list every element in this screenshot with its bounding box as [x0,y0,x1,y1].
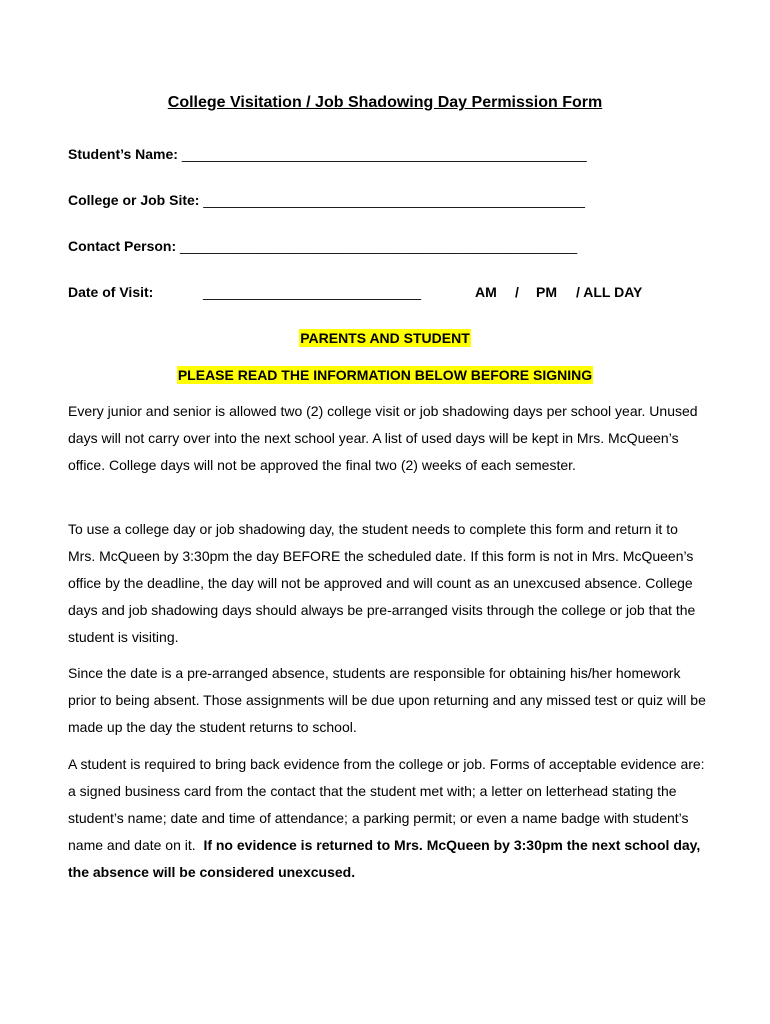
student-name-line[interactable]: ____________________________________________________ [181,146,587,162]
parents-banner-text: PARENTS AND STUDENT [300,330,470,346]
site-line[interactable]: _________________________________________________ [203,192,585,208]
date-of-visit-label: Date of Visit: [68,284,154,300]
paragraph-homework: Since the date is a pre-arranged absence, students are responsible for obtaining his/her homework prior to being absent. Those assignments will be due upon returning and any missed test or quiz will be made up the day the student returns to school. [68,665,706,735]
am-option[interactable]: AM [475,284,497,300]
site-field[interactable] [68,192,585,208]
paragraph-allowance: Every junior and senior is allowed two (2) college visit or job shadowing days per school year. Unused days will not carry over into the next school year. A list of used days will be kept in Mrs. McQueen’s office. College days will not be approved the final two (2) weeks of each semester. [68,403,698,473]
paragraph-procedure: To use a college day or job shadowing day, the student needs to complete this form and return it to Mrs. McQueen by 3:30pm the day BEFORE the scheduled date. If this form is not in Mrs. McQueen’s office by the deadline, the day will not be approved and will count as an unexcused absence. College days and job shadowing days should always be pre-arranged visits through the college or job that the student is visiting. [68,521,696,645]
form-title: College Visitation / Job Shadowing Day Permission Form [167,94,603,111]
site-label: College or Job Site: [68,192,200,208]
paragraph-evidence [68,751,708,886]
student-name-field[interactable] [68,146,587,162]
evidence-warning: If no evidence is returned to Mrs. McQueen by 3:30pm the next school day, the absence will be considered unexcused. [68,837,701,880]
contact-person-line[interactable]: ___________________________________________________ [180,238,578,254]
am-pm-separator: / [515,284,519,300]
parents-banner [0,330,770,346]
please-read-banner [0,367,770,383]
contact-person-field[interactable] [68,238,577,254]
date-of-visit-line[interactable]: ____________________________ [203,284,422,300]
all-day-option[interactable]: / ALL DAY [576,284,643,300]
pm-option[interactable]: PM [536,284,557,300]
evidence-text: A student is required to bring back evidence from the college or job. Forms of acceptable evidence are: a signed business card from the contact that the student met with; a letter on letterhead stating the student’s name; date and time of attendance; a parking permit; or even a name badge with student’s name and date on it. [68,756,705,853]
please-read-banner-text: PLEASE READ THE INFORMATION BELOW BEFORE SIGNING [177,367,593,383]
date-of-visit-row [68,284,658,304]
contact-person-label: Contact Person: [68,238,177,254]
student-name-label: Student’s Name: [68,146,178,162]
